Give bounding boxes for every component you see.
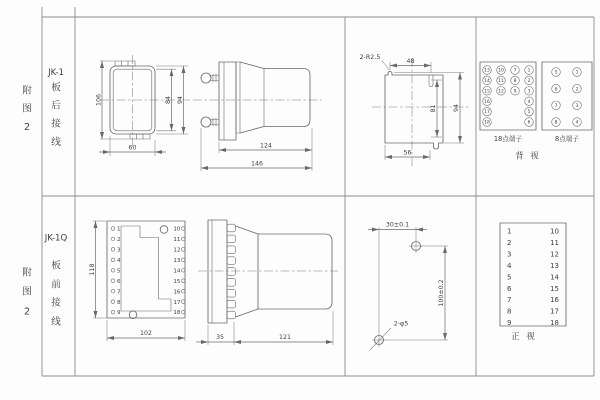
rear-view-label: 背 视 [515,150,541,161]
terminal-number: 4 [575,120,579,126]
screw-terminal [201,117,211,127]
wiring-label-char: 前 [51,279,61,291]
wiring-label-char: 后 [51,100,61,112]
dim-label-146: 146 [250,160,264,168]
pin-circle [181,248,185,252]
dim-label-94: 94 [177,95,184,105]
pin-number: 4 [117,257,121,264]
pin-circle [111,237,115,241]
terminal-block-bottom [130,134,150,139]
terminal-box-8 [542,62,592,130]
wiring-label-char: 接 [51,118,61,130]
dim-label-124: 124 [259,142,273,150]
p8-circles [552,68,582,127]
pin-circle [111,269,115,273]
terminal-number: 2 [527,79,531,85]
pin-circle [181,227,185,231]
screw-bump [227,257,236,265]
pin-number: 14 [173,268,181,275]
figure-label-char: 图 [22,103,32,115]
pin-circle [111,227,115,231]
pcb-step-outline [121,226,171,311]
screw-terminal [201,73,211,83]
model-label: JK-1Q [44,233,68,244]
pin-circle [181,289,185,293]
terminal-number: 12 [498,89,504,95]
screw-bump [227,246,236,254]
table-left-numbers [507,228,512,328]
table-number: 6 [507,284,512,293]
row1-header [22,68,64,148]
holes-leader [370,328,391,350]
case-body [264,69,310,127]
table-right-numbers [550,228,559,328]
wiring-label-char: 板 [51,82,61,94]
pin-number: 1 [117,226,121,233]
pin-circle [181,237,185,241]
terminal-number: 6 [554,87,558,93]
pin-number: 15 [173,278,181,285]
pin-circle [111,248,115,252]
terminal-number: 7 [513,68,517,74]
pin-circle [181,258,185,262]
pin-number: 6 [117,278,121,285]
model-label: JK-1 [48,68,64,78]
case-lip [236,62,240,133]
terminal-number: 13 [484,68,490,74]
terminal-8-label: 8点端子 [555,135,579,143]
terminal-number: 6 [527,120,531,126]
wiring-label-char: 线 [51,137,61,148]
terminal-block-top [115,61,135,66]
dim-label-35: 35 [215,334,225,341]
terminal-number: 7 [554,103,558,109]
dim-label-94-outer: 94 [453,103,460,113]
terminal-number: 17 [484,110,490,116]
front-plate [208,220,227,323]
screw-bump [227,311,236,319]
p18-circles [483,66,534,127]
pin-circle [111,289,115,293]
terminal-number: 15 [484,89,490,95]
pin-circle [181,279,185,283]
table-number: 14 [550,273,559,282]
table-number: 5 [507,273,512,282]
terminal-number: 8 [513,79,517,85]
screw-bump [227,235,236,243]
dim-label-121: 121 [278,334,292,341]
dim-label-100: 100±0.2 [438,279,445,307]
jk1-rear-view-drawing [96,55,191,156]
dim-label-106: 106 [95,93,103,107]
dim-label-118: 118 [89,263,96,276]
pin-circle [181,269,185,273]
pin-circle [111,279,115,283]
terminal-number: 4 [527,99,531,105]
radius-note: 2-R2.5 [359,54,381,61]
mounting-hole [160,226,168,234]
pin-number: 12 [173,247,181,254]
figure-label-char: 2 [23,306,31,318]
pin-number: 2 [117,237,121,244]
pin-number: 3 [117,247,121,254]
jk1q-front-view-drawing [89,221,185,341]
table-number: 3 [507,250,512,259]
wiring-label-char: 板 [51,260,61,272]
dim-label-48: 48 [406,58,415,65]
terminal-number: 3 [575,103,579,109]
wiring-label-char: 接 [51,297,61,309]
screw-bump [227,268,236,276]
jk1q-drill-template-drawing [368,222,448,351]
terminal-number: 5 [554,70,558,76]
table-number: 12 [550,250,559,259]
terminal-number: 10 [498,68,504,74]
holes-note: 2-φ5 [393,320,409,328]
jk1q-terminal-table [500,223,566,341]
radius-leader [382,61,390,71]
table-number: 8 [507,307,512,316]
pin-number: 5 [117,268,121,275]
table-number: 15 [550,284,559,293]
terminal-number: 18 [484,120,490,126]
table-number: 13 [550,261,559,270]
pin-circle [111,300,115,304]
pin-number: 11 [173,237,181,244]
top-slot [429,75,433,87]
dim-label-102: 102 [139,330,153,337]
pin-number: 7 [117,289,121,296]
dim-label-56: 56 [403,149,412,157]
side-terminal-bumps [227,224,236,319]
pin-circle [181,310,185,314]
table-number: 9 [507,319,512,328]
pin-number: 13 [173,257,181,264]
jk1-panel-cutout-drawing [360,54,470,166]
jk1-side-view-drawing [193,62,322,171]
terminal-number: 2 [575,87,579,93]
table-number: 17 [550,307,559,316]
table-number: 10 [550,227,559,236]
pin-number: 8 [117,299,121,306]
pin-circle [111,310,115,314]
wiring-label-char: 线 [51,316,61,328]
terminal-number: 9 [513,89,517,95]
terminal-number: 14 [484,79,490,85]
front-view-label: 正 视 [511,331,537,341]
terminal-number: 1 [575,70,579,76]
mounting-hole [129,311,137,319]
table-number: 7 [507,296,512,305]
jk1q-side-view-drawing [196,220,338,345]
figure-label-char: 图 [22,286,32,298]
pin-number: 18 [173,310,181,317]
terminal-number: 8 [554,120,558,126]
terminal-number: 5 [527,110,531,116]
terminal-number: 16 [484,99,490,105]
terminal-number: 11 [498,79,504,85]
screw-bump [227,224,236,232]
figure-label-char: 附 [22,267,32,279]
case-body [258,234,332,309]
terminal-number: 3 [527,89,531,95]
terminal-18-label: 18点端子 [493,135,523,143]
screw-bump [227,289,236,297]
figure-label-char: 附 [22,85,32,97]
jk1-terminal-layouts [480,62,592,161]
screw-bump [227,300,236,308]
dim-label-81: 81 [430,104,437,113]
front-left-terminals [111,227,121,317]
pin-number: 17 [173,299,181,306]
pin-number: 16 [173,289,181,296]
front-right-terminals [173,227,185,317]
pin-circle [111,258,115,262]
table-number: 4 [507,261,512,270]
dim-label-30: 30±0.1 [385,221,410,229]
table-number: 16 [550,296,559,305]
screw-bump [227,279,236,287]
table-number: 11 [550,238,559,247]
dim-label-84: 84 [165,95,172,105]
pin-circle [181,300,185,304]
figure-label-char: 2 [23,122,31,133]
pin-number: 10 [173,226,181,233]
pin-number: 9 [117,310,121,317]
flange-plate [219,62,236,140]
table-number: 2 [507,238,512,247]
terminal-number: 1 [527,68,531,74]
row2-header [22,234,67,328]
dim-label-60: 60 [128,144,137,152]
table-number: 1 [507,227,512,236]
table-number: 18 [550,319,559,328]
